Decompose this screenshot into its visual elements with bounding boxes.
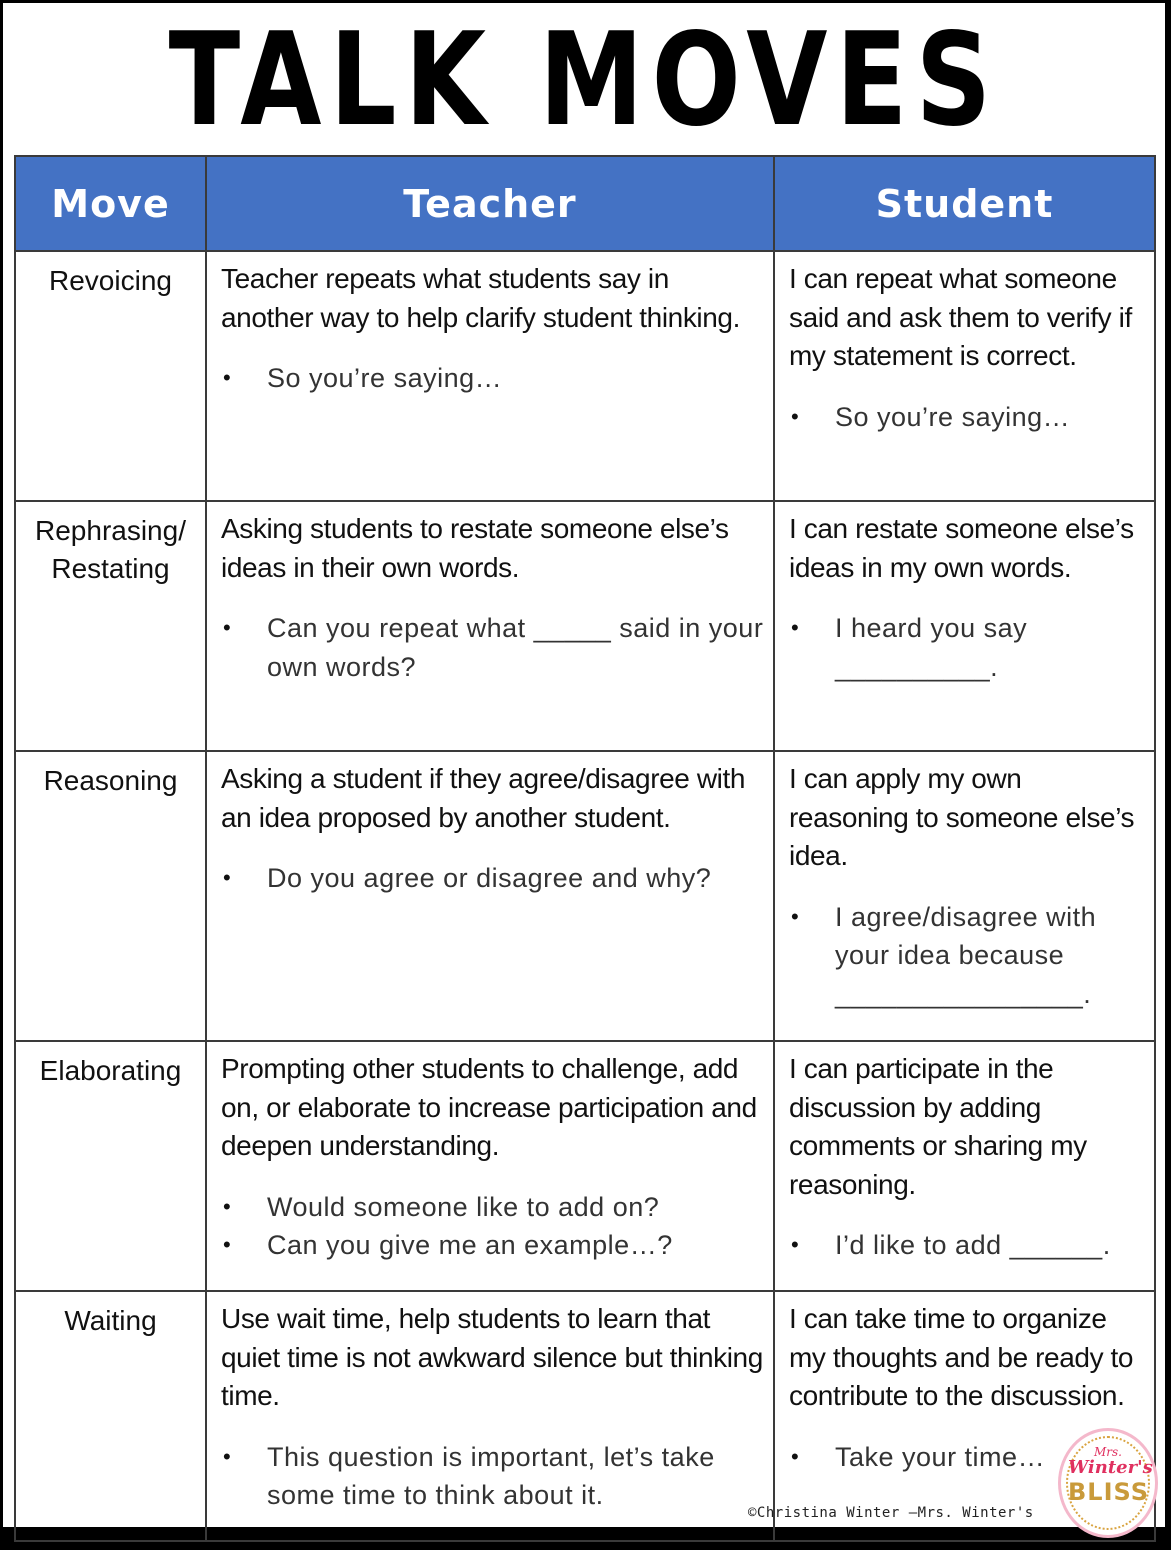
move-cell: Waiting [15,1291,206,1541]
teacher-description: Teacher repeats what students say in another way to help clarify student thinking. [221,263,740,333]
column-header-student: Student [774,156,1155,251]
logo-text-mrs: Mrs. [1094,1445,1122,1459]
brand-logo [1058,1428,1158,1538]
teacher-description: Prompting other students to challenge, add on, or elaborate to increase participation and deepen understanding. [221,1053,757,1161]
student-examples [789,1226,1148,1265]
logo-dotted-ring [1066,1436,1153,1530]
teacher-cell [206,1291,774,1541]
logo-text-winters: Winter's [1068,1457,1153,1478]
student-examples [789,398,1148,437]
student-description: I can take time to organize my thoughts and be ready to contribute to the discussion. [789,1303,1134,1411]
student-description: I can apply my own reasoning to someone else’s idea. [789,763,1135,871]
example-phrase: • I heard you say __________. [789,609,1148,686]
teacher-description: Use wait time, help students to learn that quiet time is not awkward silence but thinking time. [221,1303,763,1411]
student-examples [789,898,1148,1014]
example-phrase: • Can you give me an example…? [221,1226,767,1265]
example-phrase: • So you’re saying… [789,398,1148,437]
teacher-description: Asking a student if they agree/disagree with an idea proposed by another student. [221,763,746,833]
student-cell [774,751,1155,1041]
move-cell: Revoicing [15,251,206,501]
page-title: TALK MOVES [168,6,1000,155]
talk-moves-table [14,155,1156,1542]
student-examples [789,609,1148,686]
table-row-reasoning [15,751,1155,1041]
example-phrase: • This question is important, let’s take some time to think about it. [221,1438,767,1515]
teacher-cell [206,1041,774,1291]
column-header-move: Move [15,156,206,251]
copyright-credit: ©Christina Winter –Mrs. Winter's [748,1505,1034,1521]
move-cell: Rephrasing/ Restating [15,501,206,751]
column-header-teacher: Teacher [206,156,774,251]
example-phrase: • Do you agree or disagree and why? [221,859,767,898]
teacher-cell [206,501,774,751]
example-phrase: • I agree/disagree with your idea because ________________. [789,898,1148,1014]
student-description: I can repeat what someone said and ask them to verify if my statement is correct. [789,263,1132,371]
teacher-examples [221,859,767,898]
teacher-examples [221,609,767,686]
table-row-elaborating [15,1041,1155,1291]
table-row-waiting [15,1291,1155,1541]
logo-text-bliss: BLISS [1068,1478,1150,1506]
table-header-row [15,156,1155,251]
example-phrase: • Can you repeat what _____ said in your own words? [221,609,767,686]
student-description: I can participate in the discussion by adding comments or sharing my reasoning. [789,1053,1087,1200]
table-row-rephrasing [15,501,1155,751]
worksheet-page [3,3,1165,1527]
teacher-examples [221,1438,767,1515]
example-phrase: • Take your time… [789,1438,1148,1477]
move-cell: Reasoning [15,751,206,1041]
example-phrase: • I’d like to add ______. [789,1226,1148,1265]
student-cell [774,251,1155,501]
example-phrase: • Would someone like to add on? [221,1188,767,1227]
student-cell [774,1041,1155,1291]
teacher-cell [206,251,774,501]
teacher-examples [221,1188,767,1265]
move-cell: Elaborating [15,1041,206,1291]
example-phrase: • So you’re saying… [221,359,767,398]
teacher-examples [221,359,767,398]
student-cell [774,501,1155,751]
table-row-revoicing [15,251,1155,501]
teacher-description: Asking students to restate someone else’s ideas in their own words. [221,513,729,583]
teacher-cell [206,751,774,1041]
student-description: I can restate someone else’s ideas in my own words. [789,513,1134,583]
